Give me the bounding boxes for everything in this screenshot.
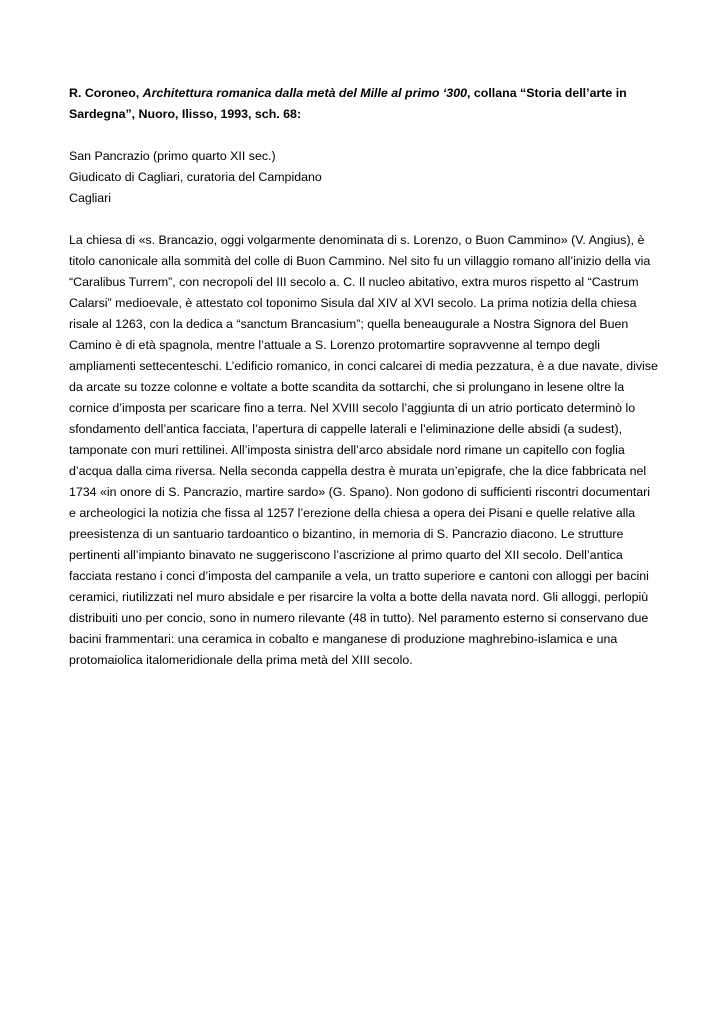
- citation-title: Architettura romanica dalla metà del Mille al primo ‘300: [142, 86, 467, 100]
- city: Cagliari: [69, 191, 112, 205]
- description-paragraph: La chiesa di «s. Brancazio, oggi volgarmente denominata di s. Lorenzo, o Buon Cammino» (V. Angius), è titolo canonicale alla sommità del colle di Buon Cammino. Nel sito fu un villaggio romano all’inizio della via “Caralibus Turrem”, con necropoli del III secolo a. C. Il nucleo abitativo, extra muros rispetto al “Castrum Calarsi” medioevale, è attestato col toponimo Sisula dal XIV al XVI secolo. La prima notizia della chiesa risale al 1263, con la dedica a “sanctum Brancasium”; quella beneaugurale a Nostra Signora del Buen Camino è di età spagnola, mentre l’attuale a S. Lorenzo protomartire sopravvenne al tempo degli ampliamenti settecenteschi. L’edificio romanico, in conci calcarei di media pezzatura, è a due navate, divise da arcate su tozze colonne e voltate a botte scandita da sottarchi, che si prolungano in lesene oltre la cornice d’imposta per scaricare fino a terra. Nel XVIII secolo l’aggiunta di un atrio porticato determinò lo sfondamento dell’antica facciata, l’apertura di cappelle laterali e l’eliminazione delle absidi (a sudest), tamponate con muri rettilinei. All’imposta sinistra dell’arco absidale nord rimane un capitello con foglia d’acqua dalla cima riversa. Nella seconda cappella destra è murata un’epigrafe, che la dice fabbricata nel 1734 «in onore di S. Pancrazio, martire sardo» (G. Spano). Non godono di sufficienti riscontri documentari e archeologici la notizia che fissa al 1257 l’erezione della chiesa a opera dei Pisani e quelle relative alla preesistenza di un santuario tardoantico o bizantino, in memoria di S. Pancrazio diacono. Le strutture pertinenti all’impianto binavato ne suggeriscono l’ascrizione al primo quarto del XII secolo. Dell’antica facciata restano i conci d’imposta del campanile a vela, un tratto superiore e cantoni con alloggi per bacini ceramici, riutilizzati nel muro absidale e per risarcire la volta a botte della navata nord. Gli alloggi, perlopiù distribuiti uno per concio, sono in numero rilevante (48 in tutto). Nel paramento esterno si conservano due bacini frammentari: una ceramica in cobalto e manganese di produzione maghrebino-islamica e una protomaiolica italomeridionale della prima metà del XIII secolo.: [69, 233, 658, 667]
- church-name: San Pancrazio (primo quarto XII sec.): [69, 149, 276, 163]
- jurisdiction: Giudicato di Cagliari, curatoria del Campidano: [69, 170, 322, 184]
- document-page: [69, 83, 659, 671]
- citation-details: , collana “Storia dell’arte in Sardegna”, Nuoro, Ilisso, 1993, sch. 68:: [69, 86, 627, 121]
- citation-author: R. Coroneo,: [69, 86, 143, 100]
- citation-heading: [69, 83, 659, 125]
- location-block: [69, 146, 659, 209]
